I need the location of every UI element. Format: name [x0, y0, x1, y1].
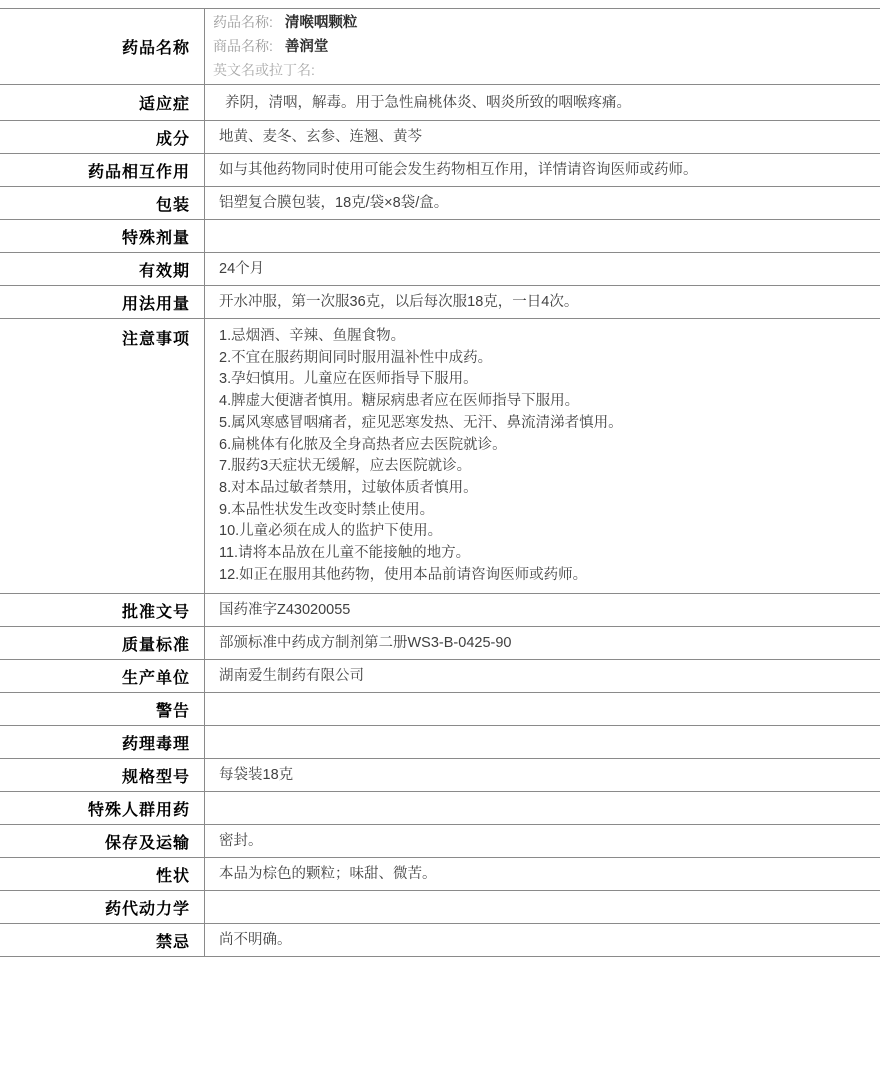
- table-row-indications: [0, 85, 880, 121]
- table-row-storage: [0, 825, 880, 858]
- row-label: 成分: [0, 121, 205, 153]
- field-value: 善润堂: [284, 39, 329, 55]
- row-label: 性状: [0, 858, 205, 890]
- row-value: 铝塑复合膜包装，18克/袋×8袋/盒。: [219, 195, 449, 211]
- table-row-manufacturer: [0, 660, 880, 693]
- precaution-item: 2.不宜在服药期间同时服用温补性中成药。: [219, 349, 493, 366]
- precaution-item: 10.儿童必须在成人的监护下使用。: [219, 523, 443, 540]
- row-label: 规格型号: [0, 759, 205, 791]
- table-row-drug-name: [0, 9, 880, 85]
- table-row-pharmacokinetics: [0, 891, 880, 924]
- field-label: 英文名或拉丁名:: [213, 62, 315, 78]
- row-value: 部颁标准中药成方制剂第二册WS3-B-0425-90: [219, 635, 512, 652]
- row-label: 适应症: [0, 85, 205, 120]
- row-label: 包装: [0, 187, 205, 219]
- row-label: 注意事项: [0, 319, 205, 593]
- row-value: 密封。: [219, 833, 263, 850]
- row-label: 有效期: [0, 253, 205, 285]
- drug-info-table: [0, 8, 880, 957]
- row-value: 开水冲服，第一次服36克，以后每次服18克，一日4次。: [219, 294, 579, 310]
- table-row-interactions: [0, 154, 880, 187]
- table-row-quality-standard: [0, 627, 880, 660]
- row-value: 本品为棕色的颗粒；味甜、微苦。: [219, 866, 437, 883]
- row-value: [205, 792, 880, 824]
- row-label: 警告: [0, 693, 205, 725]
- row-value: [205, 726, 880, 758]
- table-row-dosage: [0, 286, 880, 319]
- table-row-special-populations: [0, 792, 880, 825]
- precaution-item: 4.脾虚大便溏者慎用。糖尿病患者应在医师指导下服用。: [219, 393, 580, 410]
- row-value: [205, 220, 880, 252]
- row-label: 批准文号: [0, 594, 205, 626]
- trade-name-line: [213, 35, 328, 59]
- row-label: 特殊人群用药: [0, 792, 205, 824]
- row-value: 尚不明确。: [219, 932, 292, 949]
- row-value: 养阴，清咽，解毒。用于急性扁桃体炎、咽炎所致的咽喉疼痛。: [225, 94, 631, 111]
- precaution-item: 1.忌烟酒、辛辣、鱼腥食物。: [219, 328, 406, 344]
- field-label: 商品名称:: [213, 38, 273, 54]
- row-label: 禁忌: [0, 924, 205, 956]
- table-row-special-dosage: [0, 220, 880, 253]
- row-label: 特殊剂量: [0, 220, 205, 252]
- field-label: 药品名称:: [213, 14, 273, 30]
- table-row-contraindications: [0, 924, 880, 957]
- table-row-ingredients: [0, 121, 880, 154]
- table-row-packaging: [0, 187, 880, 220]
- row-label: 药品相互作用: [0, 154, 205, 186]
- row-label: 保存及运输: [0, 825, 205, 857]
- table-row-shelf-life: [0, 253, 880, 286]
- english-name-line: [213, 59, 327, 82]
- row-label: 生产单位: [0, 660, 205, 692]
- row-value: 国药准字Z43020055: [219, 602, 351, 619]
- row-value: [205, 891, 880, 923]
- precaution-item: 9.本品性状发生改变时禁止使用。: [219, 501, 435, 518]
- row-value: 地黄、麦冬、玄参、连翘、黄芩: [219, 129, 422, 145]
- row-label: 药理毒理: [0, 726, 205, 758]
- table-row-pharmacology: [0, 726, 880, 759]
- row-label: 药代动力学: [0, 891, 205, 923]
- table-row-approval-number: [0, 594, 880, 627]
- precaution-item: 3.孕妇慎用。儿童应在医师指导下服用。: [219, 371, 478, 388]
- precaution-item: 6.扁桃体有化脓及全身高热者应去医院就诊。: [219, 436, 507, 453]
- table-row-precautions: [0, 319, 880, 594]
- field-value: 清喉咽颗粒: [284, 15, 358, 31]
- precaution-item: 5.属风寒感冒咽痛者，症见恶寒发热、无汗、鼻流清涕者慎用。: [219, 414, 623, 431]
- precaution-item: 7.服药3天症状无缓解，应去医院就诊。: [219, 458, 472, 475]
- table-row-warning: [0, 693, 880, 726]
- precaution-item: 8.对本品过敏者禁用，过敏体质者慎用。: [219, 479, 478, 496]
- row-value: 24个月: [219, 261, 265, 277]
- row-value: 每袋装18克: [219, 767, 294, 784]
- row-label: 质量标准: [0, 627, 205, 659]
- drug-name-line: [213, 11, 357, 35]
- row-value: 湖南爱生制药有限公司: [219, 668, 364, 685]
- table-row-specification: [0, 759, 880, 792]
- table-row-description: [0, 858, 880, 891]
- row-value: [205, 693, 880, 725]
- row-value: 如与其他药物同时使用可能会发生药物相互作用，详情请咨询医师或药师。: [219, 162, 698, 178]
- precaution-item: 12.如正在服用其他药物，使用本品前请咨询医师或药师。: [219, 566, 588, 583]
- row-label: 药品名称: [0, 9, 205, 84]
- row-label: 用法用量: [0, 286, 205, 318]
- row-value: [205, 9, 880, 84]
- precaution-item: 11.请将本品放在儿童不能接触的地方。: [219, 545, 471, 562]
- row-value: [205, 319, 880, 593]
